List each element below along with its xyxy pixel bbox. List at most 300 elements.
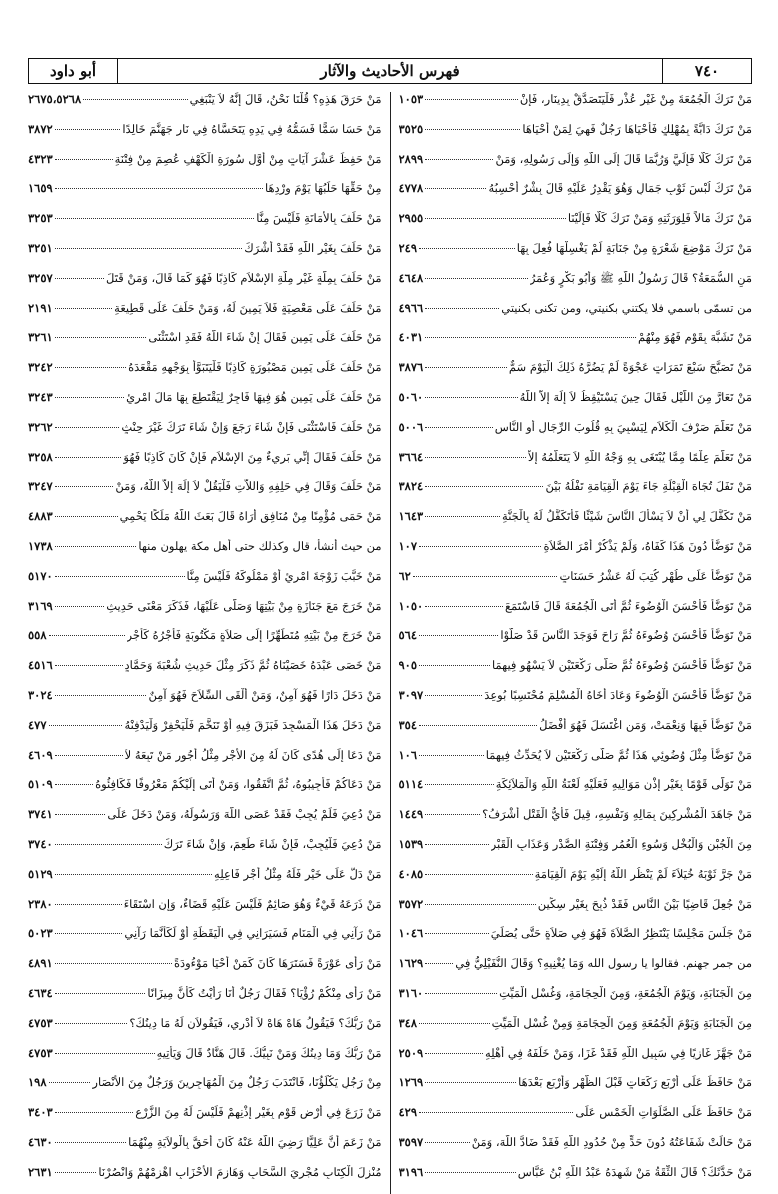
index-entry <box>28 897 382 927</box>
dot-leader <box>425 606 503 607</box>
hadith-number: ٣١٦٩ <box>28 598 53 613</box>
hadith-number: ١٠٧ <box>398 538 418 553</box>
dot-leader <box>55 665 123 666</box>
dot-leader <box>425 457 526 458</box>
dot-leader <box>425 367 507 368</box>
dot-leader <box>425 1082 516 1083</box>
hadith-number: ٦٢ <box>398 568 411 583</box>
hadith-text: مَنْ خَبَّبَ زَوْجَةَ امْرِئٍ أَوْ مَمْلُوكَهُ فَلَيْسَ مِنَّا <box>186 568 382 583</box>
dot-leader <box>425 1142 470 1143</box>
dot-leader <box>55 904 122 905</box>
hadith-number: ٣٦٦٤ <box>398 449 424 464</box>
dot-leader <box>55 963 172 964</box>
hadith-number: ٢٥٠٩ <box>398 1045 424 1060</box>
index-entry <box>399 271 753 301</box>
hadith-text: مَنْ حَلَفَ فَقَالَ إِنِّي بَرِيءٌ مِنَ الإِسْلاَمِ فَإِنْ كَانَ كَاذِبًا فَهُوَ <box>123 449 382 464</box>
hadith-number: ٣٨٧٦ <box>398 360 424 375</box>
hadith-text: من تسمّى باسمي فلا يكتني بكنيتي، ومن تكنى بكنيتي <box>501 300 752 315</box>
hadith-text: مَنْ حَلَفَ بِالأَمَانَةِ فَلَيْسَ مِنَّا <box>256 211 382 226</box>
hadith-text: مَنْ تَرَكَ الْجُمُعَةَ مِنْ غَيْرِ عُذْرٍ فَلْيَتَصَدَّقْ بِدِينَارٍ، فَإِنْ <box>519 92 752 106</box>
hadith-text: مَنْ زَعَمَ أَنَّ عَلِيًّا رَضِيَ اللَّهُ عَنْهُ كَانَ أَحَقَّ بِالْوِلاَيَةِ مِنْهُمَا <box>128 1134 382 1149</box>
index-entry <box>28 1135 382 1165</box>
hadith-number: ٢٩٥٥ <box>398 211 424 226</box>
hadith-number: ٣٥٤ <box>398 717 418 732</box>
index-entry <box>28 122 382 152</box>
dot-leader <box>55 784 93 785</box>
index-entry <box>399 539 753 569</box>
hadith-text: مَنْ تَفَلَ تُجَاهَ الْقِبْلَةِ جَاءَ يَوْمَ الْقِيَامَةِ تَفْلُهُ بَيْنَ <box>545 479 752 494</box>
hadith-text: مَنْ حَلَفَ عَلَى مَعْصِيَةٍ فَلاَ يَمِينَ لَهُ، وَمَنْ حَلَفَ عَلَى قَطِيعَةِ <box>114 300 382 315</box>
index-entry <box>28 569 382 599</box>
index-entry <box>399 956 753 986</box>
index-entry <box>28 837 382 867</box>
hadith-text: مَنْ دَعَا إِلَى هُدًى كَانَ لَهُ مِنَ الأَجْرِ مِثْلُ أُجُورِ مَنْ تَبِعَهُ لاَ <box>124 747 382 762</box>
dot-leader <box>83 99 187 100</box>
hadith-text: مَنْ تَعَلَّمَ عِلْمًا مِمَّا يُبْتَغَى بِهِ وَجْهُ اللَّهِ لاَ يَتَعَلَّمُهُ إِلاَّ <box>527 449 752 464</box>
hadith-text: مَنْ خَرَجَ مَعَ جَنَازَةٍ مِنْ بَيْتِهَا وَصَلَّى عَلَيْهَا، فَذَكَرَ مَعْنَى حَدِيثِ <box>106 598 382 613</box>
hadith-number: ١٠٤٦ <box>398 926 424 941</box>
hadith-text: من جمر جهنم. فقالوا يا رسول الله وَمَا يُغْنِيهِ؟ وَقَالَ النُّفَيْلِيُّ فِي <box>455 956 752 971</box>
hadith-number: ١٦٥٩ <box>28 181 53 196</box>
hadith-text: مِنَ الْجَنَابَةِ وَيَوْمَ الْجُمُعَةِ وَمِنَ الْحِجَامَةِ وَمِنْ غُسْلِ الْمَيِّتِ <box>491 1015 752 1030</box>
index-entry <box>399 420 753 450</box>
hadith-text: مَنْ تَكَفَّلَ لِي أَنْ لاَ يَسْأَلَ النَّاسَ شَيْئًا فَأَتَكَفَّلُ لَهُ بِالْجَنَّةِ <box>502 509 752 524</box>
index-entry <box>28 628 382 658</box>
dot-leader <box>425 308 499 309</box>
dot-leader <box>425 814 480 815</box>
dot-leader <box>49 1082 91 1083</box>
hadith-number: ٣٢٤٣ <box>28 389 53 404</box>
hadith-text: مَنْ حَلَفَ عَلَى يَمِينٍ مَصْبُورَةٍ كَاذِبًا فَلْيَتَبَوَّأْ بِوَجْهِهِ مَقْعَدَهُ <box>128 360 382 375</box>
hadith-number: ٢١٩١ <box>28 300 53 315</box>
hadith-text: مَنْ حَلَفَ وَقَالَ فِي حَلِفِهِ وَاللاَّتِ فَلْيَقُلْ لاَ إِلَهَ إِلاَّ اللَّهُ، وَمَنْ <box>115 479 382 494</box>
hadith-text: مَنْ تَرَكَ دَابَّةً بِمُهْلِكٍ فَأَحْيَاهَا رَجُلٌ فَهِيَ لِمَنْ أَحْيَاهَا <box>522 121 752 136</box>
index-entry <box>28 956 382 986</box>
dot-leader <box>55 695 147 696</box>
index-entry <box>28 301 382 331</box>
hadith-number: ١٠٥٠ <box>398 598 424 613</box>
index-entry <box>28 1165 382 1194</box>
dot-leader <box>55 546 137 547</box>
hadith-number: ٤٢٩ <box>398 1105 418 1120</box>
hadith-number: ٣٨٧٢ <box>28 121 53 136</box>
hadith-text: مَنْ رَأَى مِنْكُمْ رُؤْيَا؟ فَقَالَ رَجُلٌ أَنَا رَأَيْتُ كَأَنَّ مِيزَانًا <box>147 985 382 1000</box>
hadith-text: مَنْ دَخَلَ دَارًا فَهُوَ آمِنٌ، وَمَنْ أَلْقَى السِّلاَحَ فَهُوَ آمِنٌ <box>148 687 382 702</box>
hadith-number: ٥٠٢٣ <box>28 926 53 941</box>
index-entry <box>399 777 753 807</box>
index-title: فهرس الأحاديث والآثار <box>320 62 460 80</box>
index-entry <box>399 628 753 658</box>
hadith-number: ٣٢٤٢ <box>28 360 53 375</box>
hadith-text: مَنْ جَاهَدَ الْمُشْرِكِينَ بِمَالِهِ وَنَفْسِهِ، قِيلَ فَأَيُّ الْقَتْلِ أَشْرَفُ؟ <box>482 807 752 822</box>
index-entry <box>28 867 382 897</box>
dot-leader <box>425 99 518 100</box>
hadith-text: مَنْ دَلَّ عَلَى خَيْرٍ فَلَهُ مِثْلُ أَجْرِ فَاعِلِهِ <box>214 866 382 881</box>
hadith-text: من حيث أنشأ، قال وكذلك حتى أهل مكة يهلون منها <box>138 538 382 553</box>
hadith-number: ٢٦٣١ <box>28 1164 53 1179</box>
hadith-number: ٣١٦٠ <box>398 985 424 1000</box>
dot-leader <box>425 874 532 875</box>
hadith-text: مَنْ حَلَفَ فَاسْتَثْنَى فَإِنْ شَاءَ رَجَعَ وَإِنْ شَاءَ تَرَكَ غَيْرَ حِنْثٍ <box>121 419 382 434</box>
hadith-number: ٤٦٣٠ <box>28 1134 53 1149</box>
hadith-text: مَنْ تَرَكَ كَلًّا فَإِلَيَّ وَرُبَّمَا قَالَ إِلَى اللَّهِ وَإِلَى رَسُولِهِ، وَمَنْ <box>495 151 752 166</box>
dot-leader <box>55 1053 155 1054</box>
hadith-number: ٢٦٧٥،٥٢٦٨ <box>28 92 82 106</box>
hadith-text: مَنْ تَعَلَّمَ صَرْفَ الْكَلاَمِ لِيَسْبِيَ بِهِ قُلُوبَ الرِّجَالِ أَوِ النَّاسِ <box>494 419 752 434</box>
dot-leader <box>55 188 263 189</box>
index-entry <box>28 1105 382 1135</box>
dot-leader <box>419 665 490 666</box>
index-entry <box>399 450 753 480</box>
hadith-text: مَنْ تَوَضَّأَ فَبِهَا وَنِعْمَتْ، وَمَنِ اغْتَسَلَ فَهُوَ أَفْضَلُ <box>539 717 752 732</box>
hadith-text: مَنْ حَلَفَ عَلَى يَمِينٍ هُوَ فِيهَا فَاجِرٌ لِيَقْتَطِعَ بِهَا مَالَ امْرِئٍ <box>126 389 382 404</box>
dot-leader <box>425 159 493 160</box>
hadith-number: ٢٨٩٩ <box>398 151 424 166</box>
hadith-text: مَنْ رَأَى عَوْرَةً فَسَتَرَهَا كَانَ كَمَنْ أَحْيَا مَوْءُودَةً <box>173 956 382 971</box>
hadith-text: مَنْ تَوَضَّأَ فَأَحْسَنَ الْوُضُوءَ ثُمَّ أَتَى الْجُمُعَةَ قَالَ فَاسْتَمَعَ <box>505 598 752 613</box>
index-entry <box>28 986 382 1016</box>
dot-leader <box>55 248 243 249</box>
hadith-text: مَنْ تَرَكَ لُبْسَ ثَوْبِ جَمَالٍ وَهُوَ يَقْدِرُ عَلَيْهِ قَالَ بِشْرٌ أَحْسِبُهُ <box>488 181 752 196</box>
dot-leader <box>425 844 488 845</box>
index-entry <box>399 599 753 629</box>
index-entry <box>399 688 753 718</box>
hadith-number: ٤٠٣١ <box>398 330 424 345</box>
index-entry <box>399 360 753 390</box>
hadith-number: ٣٧٤١ <box>28 807 53 822</box>
dot-leader <box>55 278 104 279</box>
hadith-number: ٣٢٦١ <box>28 330 53 345</box>
hadith-number: ١٦٤٣ <box>398 509 424 524</box>
hadith-text: مَنْ رَبُّكَ؟ فَيَقُولُ هَاهْ هَاهْ لاَ أَدْرِي، فَيَقُولاَنِ لَهُ مَا دِينُكَ؟ <box>129 1015 382 1030</box>
index-entry <box>399 92 753 122</box>
hadith-text: مَنْ حَمَى مُؤْمِنًا مِنْ مُنَافِقٍ أُرَاهُ قَالَ بَعَثَ اللَّهُ مَلَكًا يَحْمِي <box>119 509 382 524</box>
hadith-text: مَنْ حَفِظَ عَشْرَ آيَاتٍ مِنْ أَوَّلِ سُورَةِ الْكَهْفِ عُصِمَ مِنْ فِتْنَةِ <box>114 151 382 166</box>
hadith-number: ١٢٦٩ <box>398 1075 424 1090</box>
hadith-number: ٥١٢٩ <box>28 866 53 881</box>
index-entry <box>399 241 753 271</box>
dot-leader <box>425 188 486 189</box>
hadith-text: مَنْ تَصَبَّحَ سَبْعَ تَمَرَاتٍ عَجْوَةً لَمْ يَضُرَّهُ ذَلِكَ الْيَوْمَ سَمٌّ <box>508 360 752 375</box>
dot-leader <box>425 904 536 905</box>
hadith-number: ٣٤٨ <box>398 1015 418 1030</box>
dot-leader <box>55 1142 126 1143</box>
dot-leader <box>55 933 123 934</box>
hadith-text: مَنْ حَدَّثَكَ؟ قَالَ الثِّقَةُ مَنْ شَهِدَهُ عَبْدُ اللَّهِ بْنُ عَبَّاسٍ <box>517 1164 752 1179</box>
hadith-number: ٣٢٥٣ <box>28 211 53 226</box>
index-entry <box>28 599 382 629</box>
hadith-number: ٣٤٠٣ <box>28 1105 53 1120</box>
index-entry <box>28 926 382 956</box>
hadith-text: مَنْ جَهَّزَ غَازِيًا فِي سَبِيلِ اللَّهِ فَقَدْ غَزَا، وَمَنْ خَلَفَهُ فِي أَهْلِهِ <box>485 1045 752 1060</box>
index-entry <box>399 181 753 211</box>
hadith-number: ٢٤٩ <box>398 240 418 255</box>
index-entry <box>399 211 753 241</box>
dot-leader <box>413 576 558 577</box>
hadith-text: مَنْ تَشَبَّهَ بِقَوْمٍ فَهُوَ مِنْهُمْ <box>637 330 752 345</box>
index-entry <box>399 897 753 927</box>
hadith-text: مَنْ حَلَفَ بِغَيْرِ اللَّهِ فَقَدْ أَشْرَكَ <box>244 240 382 255</box>
dot-leader <box>49 635 125 636</box>
dot-leader <box>425 397 517 398</box>
dot-leader <box>55 486 114 487</box>
index-entry <box>399 658 753 688</box>
hadith-number: ٥٠٦٠ <box>398 389 424 404</box>
index-entry <box>399 986 753 1016</box>
hadith-text: مَنْ دُعِيَ فَلْيُجِبْ، فَإِنْ شَاءَ طَعِمَ، وَإِنْ شَاءَ تَرَكَ <box>163 836 382 851</box>
hadith-text: مَنْ حَافَظَ عَلَى الصَّلَوَاتِ الْخَمْسِ عَلَى <box>575 1105 752 1120</box>
hadith-number: ٤٧٧ <box>28 717 47 732</box>
dot-leader <box>55 308 112 309</box>
index-entry <box>28 360 382 390</box>
left-column <box>28 92 390 1194</box>
dot-leader <box>419 1112 573 1113</box>
hadith-text: مَنْ خَرَجَ مِنْ بَيْتِهِ مُتَطَهِّرًا إِلَى صَلاَةٍ مَكْتُوبَةٍ فَأَجْرُهُ كَأَجْرِ <box>126 628 382 643</box>
hadith-text: مِنْ حَقِّهَا حَلَبُهَا يَوْمَ وِرْدِهَا <box>264 181 382 196</box>
dot-leader <box>55 1112 134 1113</box>
hadith-text: مِنَ الْجُبْنِ وَالْبُخْلِ وَسُوءِ الْعُمُرِ وَفِتْنَةِ الصَّدْرِ وَعَذَابِ الْقَبْرِ <box>490 836 752 851</box>
hadith-text: مَنْ تَرَكَ مَالاً فَلِوَرَثَتِهِ وَمَنْ تَرَكَ كَلًّا فَإِلَيْنَا <box>567 211 752 226</box>
index-entry <box>399 867 753 897</box>
hadith-number: ٥٠٠٦ <box>398 419 424 434</box>
index-entry <box>28 807 382 837</box>
hadith-number: ٣٨٢٤ <box>398 479 424 494</box>
dot-leader <box>425 337 636 338</box>
index-entry <box>28 479 382 509</box>
hadith-text: مَنْ ذَرَعَهُ قَيْءٌ وَهُوَ صَائِمٌ فَلَيْسَ عَلَيْهِ قَضَاءٌ، وَإِنِ اسْتَقَاءَ <box>123 896 382 911</box>
hadith-text: مَنْ حَسَا سَمًّا فَسَمُّهُ فِي يَدِهِ يَتَحَسَّاهُ فِي نَارِ جَهَنَّمَ خَالِدًا <box>122 121 382 136</box>
index-entry <box>28 748 382 778</box>
hadith-number: ٣٢٥٧ <box>28 270 53 285</box>
index-entry <box>399 926 753 956</box>
page-header <box>28 58 752 84</box>
hadith-text: مَنْ زَرَعَ فِي أَرْضِ قَوْمٍ بِغَيْرِ إِذْنِهِمْ فَلَيْسَ لَهُ مِنَ الزَّرْعِ <box>135 1105 382 1120</box>
hadith-number: ٤٩٦٦ <box>398 300 424 315</box>
index-entry <box>399 1135 753 1165</box>
hadith-number: ١٥٣٩ <box>398 836 424 851</box>
dot-leader <box>55 516 118 517</box>
index-entry <box>28 718 382 748</box>
hadith-text: مَنْ حَلَفَ بِمِلَّةٍ غَيْرِ مِلَّةِ الإِسْلاَمِ كَاذِبًا فَهُوَ كَمَا قَالَ، وَمَنْ قَتَلَ <box>106 270 382 285</box>
index-columns <box>28 92 752 1194</box>
hadith-number: ١٠٦ <box>398 747 418 762</box>
index-entry <box>28 152 382 182</box>
dot-leader <box>55 337 147 338</box>
hadith-number: ٣٥٩٧ <box>398 1134 424 1149</box>
hadith-number: ٤٧٥٣ <box>28 1045 53 1060</box>
hadith-number: ٥١٠٩ <box>28 777 53 792</box>
index-entry <box>399 807 753 837</box>
hadith-text: مَنْ جَلَسَ مَجْلِسًا يَنْتَظِرُ الصَّلاَةَ فَهُوَ فِي صَلاَةٍ حَتَّى يُصَلِّيَ <box>490 926 752 941</box>
hadith-text: مَنْ حَرَقَ هَذِهِ؟ قُلْنَا نَحْنُ، قَالَ إِنَّهُ لاَ يَنْبَغِي <box>189 92 382 106</box>
hadith-text: مَنْ رَآنِي فِي الْمَنَامِ فَسَيَرَانِي فِي الْيَقَظَةِ أَوْ لَكَأَنَّمَا رَآنِي <box>124 926 382 941</box>
hadith-number: ٥١١٤ <box>398 777 424 792</box>
index-entry <box>399 152 753 182</box>
dot-leader <box>425 963 453 964</box>
index-entry <box>28 271 382 301</box>
index-entry <box>399 330 753 360</box>
index-entry <box>28 658 382 688</box>
hadith-text: مِنَ الْجَنَابَةِ، وَيَوْمَ الْجُمُعَةِ، وَمِنَ الْحِجَامَةِ، وَغُسْلِ الْمَيِّتِ <box>499 985 752 1000</box>
dot-leader <box>55 576 185 577</box>
hadith-number: ٥٥٨ <box>28 628 47 643</box>
page-number: ٧٤٠ <box>662 59 751 83</box>
dot-leader <box>425 1053 483 1054</box>
hadith-text: مَنْ تَرَكَ مَوْضِعَ شَعْرَةٍ مِنْ جَنَابَةٍ لَمْ يَغْسِلْهَا فُعِلَ بِهَا <box>516 240 752 255</box>
hadith-number: ٤٦٣٤ <box>28 985 53 1000</box>
dot-leader <box>419 1023 490 1024</box>
hadith-number: ٩٠٥ <box>398 658 418 673</box>
dot-leader <box>425 427 492 428</box>
hadith-text: مُنْزِلَ الْكِتَابِ مُجْرِيَ السَّحَابِ وَهَازِمَ الأَحْزَابِ اهْزِمْهُمْ وَانْصُرْنَا <box>98 1164 382 1179</box>
dot-leader <box>425 218 566 219</box>
hadith-text: مَنْ تَوَضَّأَ فَأَحْسَنَ وُضُوءَهُ ثُمَّ رَاحَ فَوَجَدَ النَّاسَ قَدْ صَلَّوْا <box>500 628 752 643</box>
hadith-text: مَنْ جُعِلَ قَاضِيًا بَيْنَ النَّاسِ فَقَدْ ذُبِحَ بِغَيْرِ سِكِّينٍ <box>537 896 752 911</box>
hadith-text: مَنِ السُّمَعَةُ؟ قَالَ رَسُولُ اللَّهِ ﷺ وَأَبُو بَكْرٍ وَعُمَرُ <box>529 270 752 285</box>
dot-leader <box>55 844 162 845</box>
dot-leader <box>55 159 113 160</box>
dot-leader <box>425 486 543 487</box>
hadith-text: مَنْ تَوَضَّأَ دُونَ هَذَا كَفَاهُ، وَلَمْ يَذْكُرْ أَمْرَ الصَّلاَةِ <box>543 538 752 553</box>
dot-leader <box>55 218 255 219</box>
index-entry <box>399 301 753 331</box>
dot-leader <box>419 248 515 249</box>
index-entry <box>399 718 753 748</box>
hadith-number: ٣٥٧٢ <box>398 896 424 911</box>
dot-leader <box>55 397 124 398</box>
hadith-number: ٣٠٩٧ <box>398 687 424 702</box>
hadith-number: ٤٦٠٩ <box>28 747 53 762</box>
index-entry <box>28 450 382 480</box>
hadith-text: مَنْ تَوَلَّى قَوْمًا بِغَيْرِ إِذْنِ مَوَالِيهِ فَعَلَيْهِ لَعْنَةُ اللَّهِ وَالْمَلاَئِكَةِ <box>495 777 752 792</box>
index-entry <box>399 1016 753 1046</box>
index-entry <box>399 479 753 509</box>
hadith-number: ٤٨٩١ <box>28 956 53 971</box>
index-entry <box>399 509 753 539</box>
hadith-text: مَنْ تَوَضَّأَ عَلَى طُهْرٍ كُتِبَ لَهُ عَشْرُ حَسَنَاتٍ <box>559 568 752 583</box>
right-column <box>390 92 753 1194</box>
hadith-number: ٥٦٤ <box>398 628 418 643</box>
dot-leader <box>425 516 500 517</box>
hadith-text: مَنْ تَوَضَّأَ فَأَحْسَنَ الْوُضُوءَ وَعَادَ أَخَاهُ الْمُسْلِمَ مُحْتَسِبًا بُوعِدَ <box>484 687 752 702</box>
hadith-text: مَنْ حَالَتْ شَفَاعَتُهُ دُونَ حَدٍّ مِنْ حُدُودِ اللَّهِ فَقَدْ ضَادَّ اللَّهَ، وَمَنْ <box>471 1134 752 1149</box>
index-entry <box>399 390 753 420</box>
hadith-number: ٣٢٥١ <box>28 240 53 255</box>
dot-leader <box>425 278 528 279</box>
dot-leader <box>419 635 498 636</box>
hadith-text: مَنْ تَوَضَّأَ مِثْلَ وُضُوئِي هَذَا ثُمَّ صَلَّى رَكْعَتَيْنِ لاَ يُحَدِّثُ فِيهِمَا <box>485 747 752 762</box>
index-entry <box>399 122 753 152</box>
hadith-number: ٣٢٦٢ <box>28 419 53 434</box>
index-entry <box>28 688 382 718</box>
dot-leader <box>419 755 484 756</box>
dot-leader <box>55 457 122 458</box>
hadith-number: ٤٠٨٥ <box>398 866 424 881</box>
dot-leader <box>425 784 494 785</box>
hadith-text: مَنْ رَبُّكَ وَمَا دِينُكَ وَمَنْ نَبِيُّكَ. قَالَ هَنَّادٌ قَالَ وَيَأْتِيهِ <box>156 1045 382 1060</box>
hadith-text: مَنْ حَلَفَ عَلَى يَمِينٍ فَقَالَ إِنْ شَاءَ اللَّهُ فَقَدِ اسْتَثْنَى <box>148 330 382 345</box>
hadith-number: ٤٧٥٣ <box>28 1015 53 1030</box>
dot-leader <box>55 129 121 130</box>
index-entry <box>28 211 382 241</box>
index-entry <box>28 539 382 569</box>
dot-leader <box>425 993 497 994</box>
hadith-text: مَنْ تَعَارَّ مِنَ اللَّيْلِ فَقَالَ حِينَ يَسْتَيْقِظُ لاَ إِلَهَ إِلاَّ اللَّهُ <box>519 389 752 404</box>
index-entry <box>399 1105 753 1135</box>
hadith-number: ٢٣٨٠ <box>28 896 53 911</box>
hadith-number: ١٩٨ <box>28 1075 47 1090</box>
dot-leader <box>55 755 123 756</box>
index-entry <box>28 241 382 271</box>
dot-leader <box>55 1023 128 1024</box>
dot-leader <box>55 606 105 607</box>
dot-leader <box>419 725 537 726</box>
index-entry <box>28 1046 382 1076</box>
dot-leader <box>419 546 541 547</box>
hadith-text: مِنْ رَجُلٍ يَكْلَؤُنَا، فَانْتَدَبَ رَجُلٌ مِنَ الْمُهَاجِرِينَ وَرَجُلٌ مِنَ الأَنْصَارِ <box>92 1075 382 1090</box>
hadith-number: ١٧٣٨ <box>28 538 53 553</box>
dot-leader <box>55 427 120 428</box>
hadith-number: ٣٥٢٥ <box>398 121 424 136</box>
index-entry <box>28 181 382 211</box>
dot-leader <box>55 814 106 815</box>
hadith-number: ٤٧٧٨ <box>398 181 424 196</box>
hadith-text: مَنْ دَخَلَ هَذَا الْمَسْجِدَ فَبَزَقَ فِيهِ أَوْ تَنَخَّمَ فَلْيَحْفِرْ وَلْيَدْفِنْهُ <box>124 717 382 732</box>
hadith-number: ١٠٥٣ <box>398 92 424 106</box>
dot-leader <box>49 725 123 726</box>
hadith-number: ٣٠٢٤ <box>28 687 53 702</box>
index-entry <box>399 1165 753 1194</box>
index-entry <box>28 1075 382 1105</box>
hadith-number: ٤٦٤٨ <box>398 270 424 285</box>
hadith-number: ٤٥١٦ <box>28 658 53 673</box>
dot-leader <box>425 129 520 130</box>
dot-leader <box>55 1172 97 1173</box>
index-entry <box>28 1016 382 1046</box>
hadith-number: ٥١٧٠ <box>28 568 53 583</box>
index-entry <box>28 420 382 450</box>
index-entry <box>399 748 753 778</box>
dot-leader <box>425 933 489 934</box>
hadith-number: ١٦٢٩ <box>398 956 424 971</box>
dot-leader <box>55 874 212 875</box>
index-entry <box>28 330 382 360</box>
index-entry <box>28 777 382 807</box>
hadith-number: ٤٣٢٣ <box>28 151 53 166</box>
index-entry <box>399 1075 753 1105</box>
hadith-number: ٣٧٤٠ <box>28 836 53 851</box>
hadith-text: مَنْ دُعِيَ فَلَمْ يُجِبْ فَقَدْ عَصَى اللَّهَ وَرَسُولَهُ، وَمَنْ دَخَلَ عَلَى <box>107 807 382 822</box>
hadith-number: ٣٢٥٨ <box>28 449 53 464</box>
hadith-text: مَنْ حَافَظَ عَلَى أَرْبَعِ رَكَعَاتٍ قَبْلَ الظُّهْرِ وَأَرْبَعٍ بَعْدَهَا <box>518 1075 752 1090</box>
hadith-text: مَنْ خَصَى عَبْدَهُ خَصَيْنَاهُ ثُمَّ ذَكَرَ مِثْلَ حَدِيثِ شُعْبَةَ وَحَمَّادٍ <box>124 658 382 673</box>
dot-leader <box>55 367 126 368</box>
index-entry <box>399 569 753 599</box>
index-entry <box>28 390 382 420</box>
dot-leader <box>55 993 146 994</box>
hadith-text: مَنْ تَوَضَّأَ فَأَحْسَنَ وُضُوءَهُ ثُمَّ صَلَّى رَكْعَتَيْنِ لاَ يَسْهُو فِيهِمَا <box>491 658 752 673</box>
index-page <box>28 58 752 1194</box>
hadith-number: ٣٢٤٧ <box>28 479 53 494</box>
hadith-number: ١٤٤٩ <box>398 807 424 822</box>
dot-leader <box>425 1172 516 1173</box>
hadith-number: ٣١٩٦ <box>398 1164 424 1179</box>
index-entry <box>28 92 382 122</box>
index-entry <box>28 509 382 539</box>
hadith-text: مَنْ دَعَاكُمْ فَأَجِيبُوهُ، ثُمَّ اتَّفَقُوا، وَمَنْ أَتَى إِلَيْكُمْ مَعْرُوفًا فَكَافِئُوهُ <box>95 777 382 792</box>
hadith-text: مَنْ جَرَّ ثَوْبَهُ خُيَلاَءَ لَمْ يَنْظُرِ اللَّهُ إِلَيْهِ يَوْمَ الْقِيَامَةِ <box>534 866 752 881</box>
hadith-number: ٤٨٨٣ <box>28 509 53 524</box>
